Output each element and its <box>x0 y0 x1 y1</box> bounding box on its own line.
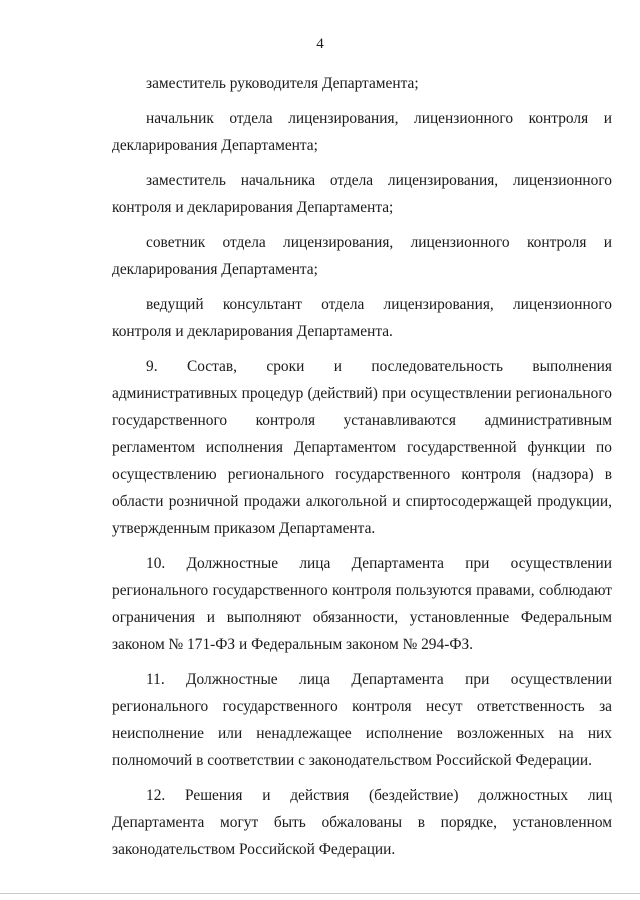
paragraph-item-12: 12. Решения и действия (бездействие) должностных лиц Департамента могут быть обжалованы в порядке, установленном законодательством Российской Федерации. <box>112 787 612 858</box>
paragraph-advisor: советник отдела лицензирования, лицензионного контроля и декларирования Департамента; <box>112 234 612 278</box>
paragraph-item-11: 11. Должностные лица Департамента при осуществлении регионального государственного контроля несут ответственность за неисполнение или ненадлежащее исполнение возложенных на них полномочий в соответствии с законодательством Российской Федерации. <box>112 671 612 769</box>
paragraph-leading-consultant: ведущий консультант отдела лицензирования, лицензионного контроля и декларирования Департамента. <box>112 296 612 340</box>
paragraph-item-10: 10. Должностные лица Департамента при осуществлении регионального государственного контроля пользуются правами, соблюдают ограничения и выполняют обязанности, установленные Федеральным законом № 171-ФЗ и Федеральным законом № 294-ФЗ. <box>112 555 612 653</box>
paragraph-deputy-head-of-division: заместитель начальника отдела лицензирования, лицензионного контроля и декларирования Департамента; <box>112 172 612 216</box>
paragraph-deputy-head: заместитель руководителя Департамента; <box>146 75 419 92</box>
page-number: 4 <box>316 36 324 52</box>
document-body <box>112 70 612 863</box>
paragraph-head-of-division: начальник отдела лицензирования, лицензионного контроля и декларирования Департамента; <box>112 110 612 154</box>
paragraph-item-9: 9. Состав, сроки и последовательность выполнения административных процедур (действий) при осуществлении регионального государственного контроля устанавливаются административным регламентом исполнения Департаментом государственной функции по осуществлению регионального государственного контроля (надзора) в области розничной продажи алкогольной и спиртосодержащей продукции, утвержденным приказом Департамента. <box>112 358 612 537</box>
page-bottom-edge <box>0 893 640 894</box>
